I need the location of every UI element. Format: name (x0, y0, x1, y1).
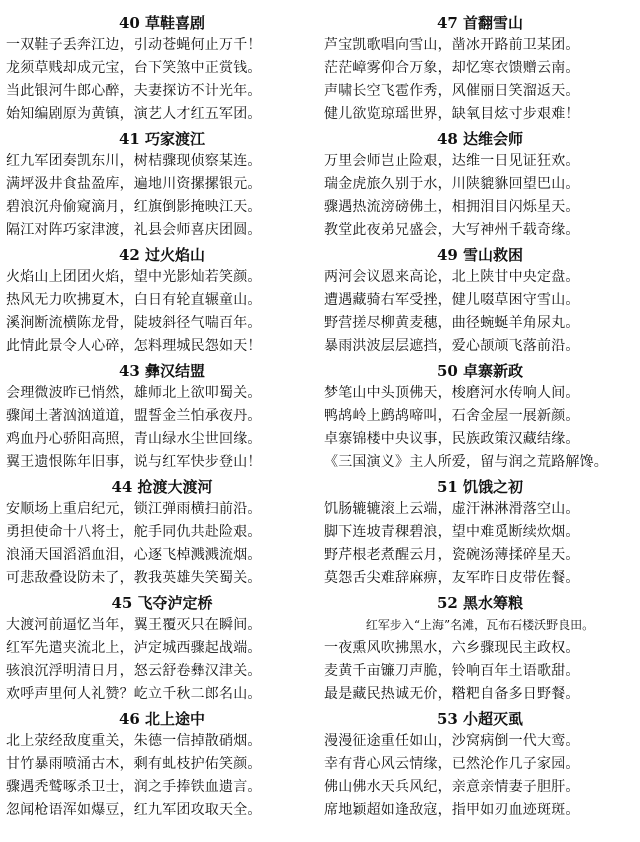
poem-line: 当此银河牛郎心醉，夫妻探访不计光年。 (6, 83, 262, 99)
poem-53 (324, 708, 636, 824)
poem-line: 龙须草贱却成元宝，台下笑煞中正赏钱。 (6, 60, 262, 76)
poem-line: 野芹根老煮醒云月，瓷碗汤薄揉碎星天。 (324, 547, 580, 563)
poem-line: 骤闻土著汹汹道道，盟誓金兰怕承夜丹。 (6, 408, 262, 424)
poem-title: 46 北上途中 (118, 710, 206, 728)
poem-line: 浪涌天国滔滔血泪，心逐飞棹溅溅流烟。 (6, 547, 262, 563)
poem-48 (324, 128, 636, 244)
poem-line: 麦黄千亩镰刀声脆，铃响百年土语歌甜。 (324, 663, 580, 679)
poem-title: 50 卓寨新政 (436, 362, 524, 380)
poem-line: 勇担使命十八将士，舵手同仇共赴险艰。 (6, 524, 262, 540)
poem-line: 一双鞋子丢奔江边，引动苍蝇何止万千！ (6, 37, 262, 53)
poem-line: 幸有背心风云情缘，已然沦作几子家园。 (324, 756, 580, 772)
poem-line: 万里会师岂止险艰，达维一日见证狂欢。 (324, 153, 580, 169)
poem-title: 47 首翻雪山 (436, 14, 524, 32)
poem-title: 43 彝汉结盟 (118, 362, 206, 380)
poem-line: 北上荥经敌度重关，朱德一信掉散硝烟。 (6, 733, 262, 749)
poem-line: 甘竹暴雨喷涌古木，剩有虬枝护佑笑颜。 (6, 756, 262, 772)
poem-line: 此情此景令人心碎，怎料理城民怨如天！ (6, 338, 262, 354)
poem-46 (6, 708, 318, 824)
poem-line: 芦宝凯歌唱向雪山，凿冰开路前卫某团。 (324, 37, 580, 53)
poem-line: 脚下连坡青稞碧浪，望中难觅断续炊烟。 (324, 524, 580, 540)
poem-line: 隔江对阵巧家津渡，礼县会师喜庆团圆。 (6, 222, 262, 238)
poem-title: 53 小超灭虱 (436, 710, 524, 728)
poem-line: 骇浪沉浮明清日月，怒云舒卷彝汉津关。 (6, 663, 262, 679)
poem-line: 忽闻枪语浑如爆豆，红九军团攻取天全。 (6, 802, 262, 818)
poem-line: 骤遇热流滂磅佛土，相拥泪目闪烁星天。 (324, 199, 580, 215)
poem-line: 茫茫嶂雾仰合万象，却忆寒衣馈赠云南。 (324, 60, 580, 76)
poem-44 (6, 476, 318, 592)
poem-line: 遭遇藏骑右军受挫，健儿啜草困守雪山。 (324, 292, 580, 308)
poem-line: 红九军团奏凯东川，树桔骤现侦察某连。 (6, 153, 262, 169)
poem-title: 41 巧家渡江 (118, 130, 206, 148)
poem-title: 48 达维会师 (436, 130, 524, 148)
poem-40 (6, 12, 318, 128)
poem-intro-line: 红军步入“上海”名滩，瓦布石楼沃野良田。 (365, 618, 595, 632)
poem-41 (6, 128, 318, 244)
poem-line: 溪涧断流横陈龙骨，陡坡斜径气喘百年。 (6, 315, 262, 331)
poem-42 (6, 244, 318, 360)
poem-line: 可悲敌叠设防未了，教我英雄失笑蜀关。 (6, 570, 262, 586)
poem-line: 一夜熏风吹拂黑水，六乡骤现民主政权。 (324, 640, 580, 656)
poem-line: 席地颖超如逢敌寇，指甲如刃血迹斑斑。 (324, 802, 580, 818)
poem-line: 火焰山上团团火焰，望中光影灿若笑颜。 (6, 269, 262, 285)
poem-49 (324, 244, 636, 360)
left-column (6, 12, 318, 842)
poem-line: 健儿欲览琼瑶世界，缺氧目炫寸步艰难！ (324, 106, 580, 122)
poem-title: 49 雪山救困 (436, 246, 524, 264)
poem-line: 佛山佛水天兵风纪，亲意亲情妻子胆肝。 (324, 779, 580, 795)
poem-line: 教堂此夜弟兄盛会，大写神州千载奇缘。 (324, 222, 580, 238)
poem-line: 欢呼声里何人礼赞？屹立千秋二郎名山。 (6, 686, 262, 702)
poem-47 (324, 12, 636, 128)
poem-line: 梦笔山中头顶佛天，梭磨河水传响人间。 (324, 385, 580, 401)
poem-title: 42 过火焰山 (118, 246, 206, 264)
poem-line: 鸭鸪岭上鹧鸪啼叫，石舍金屋一展新颜。 (324, 408, 580, 424)
poem-title: 45 飞夺泸定桥 (111, 594, 213, 612)
poem-line: 瑞金虎旅久别于水，川陕貔貅回望巴山。 (324, 176, 580, 192)
poem-line: 红军先遣夹流北上，泸定城西骤起战端。 (6, 640, 262, 656)
poem-line: 翼王遗恨陈年旧事，说与红军快步登山！ (6, 454, 262, 470)
poem-line: 会理微波昨已悄然，雄师北上欲叩蜀关。 (6, 385, 262, 401)
poem-line: 鸡血丹心骄阳高照，青山绿水尘世回缘。 (6, 431, 262, 447)
poem-line: 骤遇秃鹫啄杀卫士，润之手捧铁血遗言。 (6, 779, 262, 795)
poem-line: 漫漫征途重任如山，沙窝病倒一代大鸾。 (324, 733, 580, 749)
poem-line: 热风无力吹拂夏木，白日有轮直辗童山。 (6, 292, 262, 308)
poem-line: 最是藏民热诚无价，糌粑自备多日野餐。 (324, 686, 580, 702)
poem-50 (324, 360, 636, 476)
poem-title: 51 饥饿之初 (436, 478, 524, 496)
poem-51 (324, 476, 636, 592)
poem-line: 安顺场上重启纪元，锁江弹雨横扫前沿。 (6, 501, 262, 517)
poem-line: 两河会议恩来高论，北上陕甘中央定盘。 (324, 269, 580, 285)
poem-line: 野营搓尽柳黄麦穗，曲径蜿蜒羊角尿丸。 (324, 315, 580, 331)
poem-title: 52 黑水筹粮 (436, 594, 524, 612)
poem-title: 40 草鞋喜剧 (118, 14, 206, 32)
poem-line: 饥肠辘辘滚上云端，虚汗淋淋滑落空山。 (324, 501, 580, 517)
poem-line: 声啸长空飞雹作秀，风催丽日笑溜返天。 (324, 83, 580, 99)
poem-title: 44 抢渡大渡河 (111, 478, 213, 496)
poem-43 (6, 360, 318, 476)
poem-line: 卓寨锦楼中央议事，民族政策汉藏结缘。 (324, 431, 580, 447)
poem-line: 碧浪沉舟偷窥滴月，红旗倒影掩映江天。 (6, 199, 262, 215)
poem-line: 暴雨洪波层层遮挡，爱心颉颃飞落前沿。 (324, 338, 580, 354)
poem-line: 满坪汲井食盐盈库，遍地川资摞摞银元。 (6, 176, 262, 192)
poem-52 (324, 592, 636, 708)
poem-line: 始知编剧原为黄镇，演艺人才红五军团。 (6, 106, 262, 122)
right-column (324, 12, 636, 842)
poem-45 (6, 592, 318, 708)
poem-line: 莫怨舌尖难辞麻痹，友军昨日皮带佐餐。 (324, 570, 580, 586)
poem-line: 大渡河前逼忆当年，翼王覆灭只在瞬间。 (6, 617, 262, 633)
poem-line: 《三国演义》主人所爱，留与润之荒路解馋。 (324, 454, 608, 470)
